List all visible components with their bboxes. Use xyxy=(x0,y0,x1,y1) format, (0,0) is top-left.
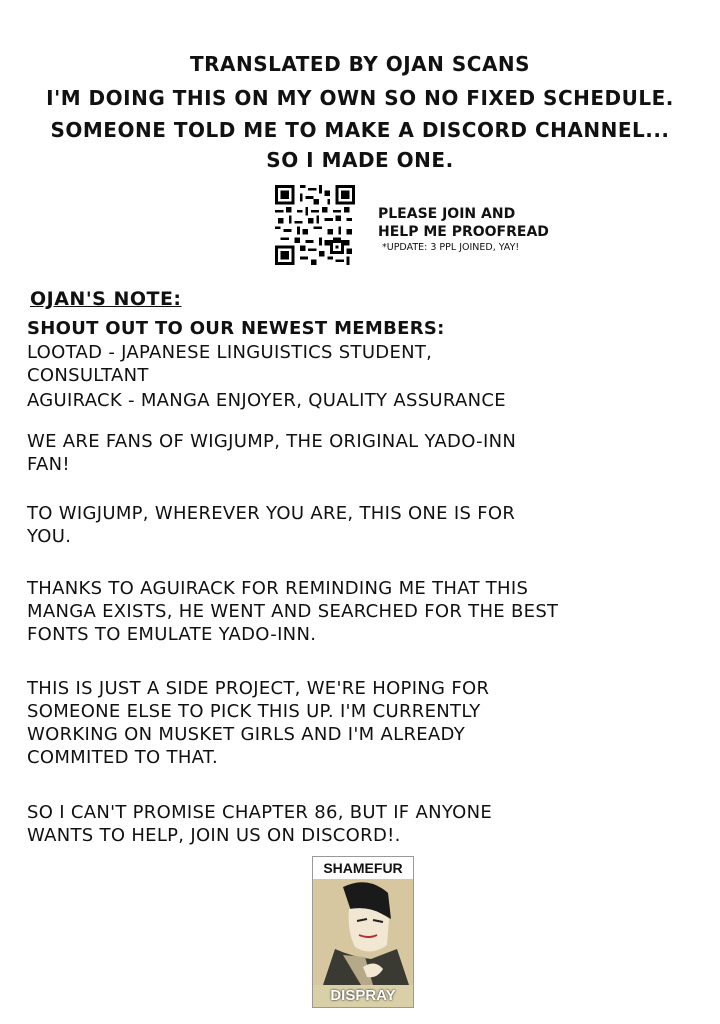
member-1-line-2: CONSULTANT xyxy=(27,365,149,386)
member-1-line-1: LOOTAD - JAPANESE LINGUISTICS STUDENT, xyxy=(27,342,433,363)
discord-join-text xyxy=(378,205,549,241)
kabuki-portrait-icon xyxy=(313,879,413,985)
join-line-2: HELP ME PROOFREAD xyxy=(378,224,549,240)
join-line-1: PLEASE JOIN AND xyxy=(378,206,516,222)
paragraph-3 xyxy=(27,577,707,646)
shamefur-dispray-meme xyxy=(312,856,414,1008)
header-line-1: TRANSLATED BY OJAN SCANS xyxy=(189,52,531,76)
paragraph-1-line: WE ARE FANS OF WIGJUMP, THE ORIGINAL YADO-INN xyxy=(27,431,517,452)
paragraph-4-line: WORKING ON MUSKET GIRLS AND I'M ALREADY xyxy=(27,724,466,745)
paragraph-2-line: YOU. xyxy=(27,526,72,547)
shoutout-heading: SHOUT OUT TO OUR NEWEST MEMBERS: xyxy=(27,318,445,339)
note-title: OJAN'S NOTE: xyxy=(30,288,182,310)
header-line-3: SOMEONE TOLD ME TO MAKE A DISCORD CHANNEL... xyxy=(50,118,670,142)
poster-top-text: SHAMEFUR xyxy=(313,857,413,879)
paragraph-5-line: SO I CAN'T PROMISE CHAPTER 86, BUT IF ANYONE xyxy=(27,802,493,823)
paragraph-2-line: TO WIGJUMP, WHEREVER YOU ARE, THIS ONE IS FOR xyxy=(27,503,516,524)
paragraph-3-line: FONTS TO EMULATE YADO-INN. xyxy=(27,624,317,645)
member-2: AGUIRACK - MANGA ENJOYER, QUALITY ASSURANCE xyxy=(27,390,506,411)
paragraph-3-line: MANGA EXISTS, HE WENT AND SEARCHED FOR THE BEST xyxy=(27,601,559,622)
header-line-4: SO I MADE ONE. xyxy=(266,148,454,172)
paragraph-1-line: FAN! xyxy=(27,454,70,475)
paragraph-2 xyxy=(27,502,707,548)
paragraph-3-line: THANKS TO AGUIRACK FOR REMINDING ME THAT THIS xyxy=(27,578,529,599)
paragraph-1 xyxy=(27,430,707,476)
poster-bottom-text: DISPRAY xyxy=(330,987,396,1004)
paragraph-5 xyxy=(27,801,707,847)
paragraph-5-line: WANTS TO HELP, JOIN US ON DISCORD!. xyxy=(27,825,401,846)
paragraph-4-line: COMMITED TO THAT. xyxy=(27,747,219,768)
paragraph-4-line: SOMEONE ELSE TO PICK THIS UP. I'M CURRENTLY xyxy=(27,701,481,722)
qr-code-icon[interactable] xyxy=(275,185,355,265)
header-line-2: I'M DOING THIS ON MY OWN SO NO FIXED SCHEDULE. xyxy=(46,86,674,110)
paragraph-4 xyxy=(27,677,707,769)
paragraph-4-line: THIS IS JUST A SIDE PROJECT, WE'RE HOPING FOR xyxy=(27,678,490,699)
update-note: *UPDATE: 3 PPL JOINED, YAY! xyxy=(382,242,520,253)
